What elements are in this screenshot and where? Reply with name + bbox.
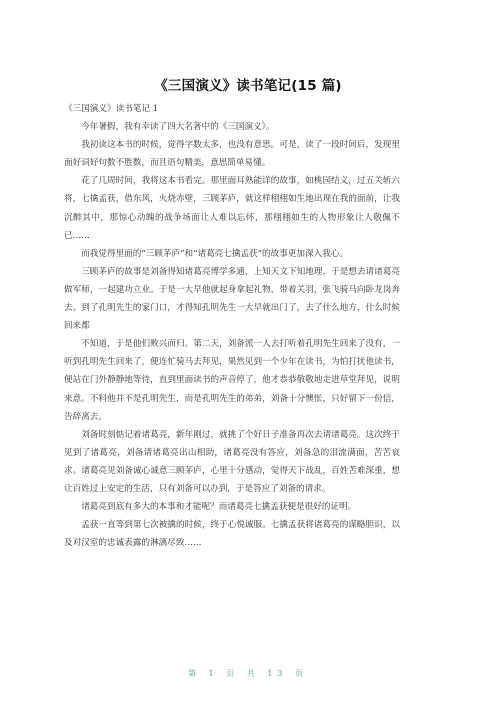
document-title: 《三国演义》读书笔记(15 篇) [154, 78, 342, 94]
document-body [64, 100, 400, 552]
paragraph-1: 今年暑假，我有幸读了四大名著中的《三国演义》。 [81, 122, 275, 133]
paragraph-4: 而我觉得里面的“三顾茅庐”和“诸葛亮七擒孟获”的故事更加深入我心。 [81, 248, 348, 259]
paragraph-9: 孟获一直等到第七次被擒的时候，终于心悦诚服。七擒孟获将诸葛亮的谋略胆识，以及对汉室的忠诚表露的淋漓尽致…… [64, 520, 400, 549]
paragraph-5: 三顾茅庐的故事是刘备得知诸葛亮博学多通，上知天文下知地理，于是想去请诸葛亮做军师，一起建功立业。于是一大早他就起身拿起礼物，带着关羽，张飞骑马向卧龙岗奔去。到了孔明先生的家门口，才得知孔明先生一大早就出门了，去了什么地方，什么时候回来都 [64, 266, 400, 332]
paragraph-2: 我初读这本书的时候，觉得字数太多，也没有意思。可是，读了一段时间后，发现里面好词好句数不胜数，而且语句精美，意思简单易懂。 [64, 140, 400, 169]
paragraph-8: 诸葛亮到底有多大的本事和才能呢？而诸葛亮七擒孟获便是很好的证明。 [81, 502, 357, 513]
paragraph-7: 刘备时刻惦记着诸葛亮，新年刚过，就挑了个好日子准备再次去请诸葛亮。这次终于见到了诸葛亮，刘备请诸葛亮出山相助，诸葛亮没有答应，刘备急的泪流满面，苦苦哀求。诸葛亮见刘备诚心诚意三顾茅庐，心里十分感动，觉得天下战乱，百姓苦难深重，想让百姓过上安定的生活，只有刘备可以办到，于是答应了刘备的请求。 [64, 429, 400, 494]
page-number-footer: 第 1 页 共 13 页 [188, 669, 308, 678]
paragraph-6: 不知道，于是他们败兴而归。第二天，刘备派一人去打听着孔明先生回来了没有，一听到孔明先生回来了，便连忙骑马去拜见，果然见到一个少年在读书，为怕打扰他读书，便站在门外静静地等待，直到里面读书的声音停了，他才恭恭敬敬地走进草堂拜见，说明来意。不料他并不是孔明先生，而是孔明先生的弟弟，刘备十分懊怅，只好留下一份信，告辞离去。 [64, 339, 400, 422]
paragraph-3: 花了几周时间，我将这本书看完。那里面耳熟能详的故事，如桃园结义，过五关斩六将，七擒孟获，借东风，火烧赤壁，三顾茅庐，就这样栩栩如生地出现在我的面前，让我沉醉其中，那惊心动魄的战争场面让人难以忘怀，那栩栩如生的人物形象让人敬佩不已…… [64, 176, 400, 241]
section-heading: 《三国演义》读书笔记 1 [64, 104, 159, 114]
